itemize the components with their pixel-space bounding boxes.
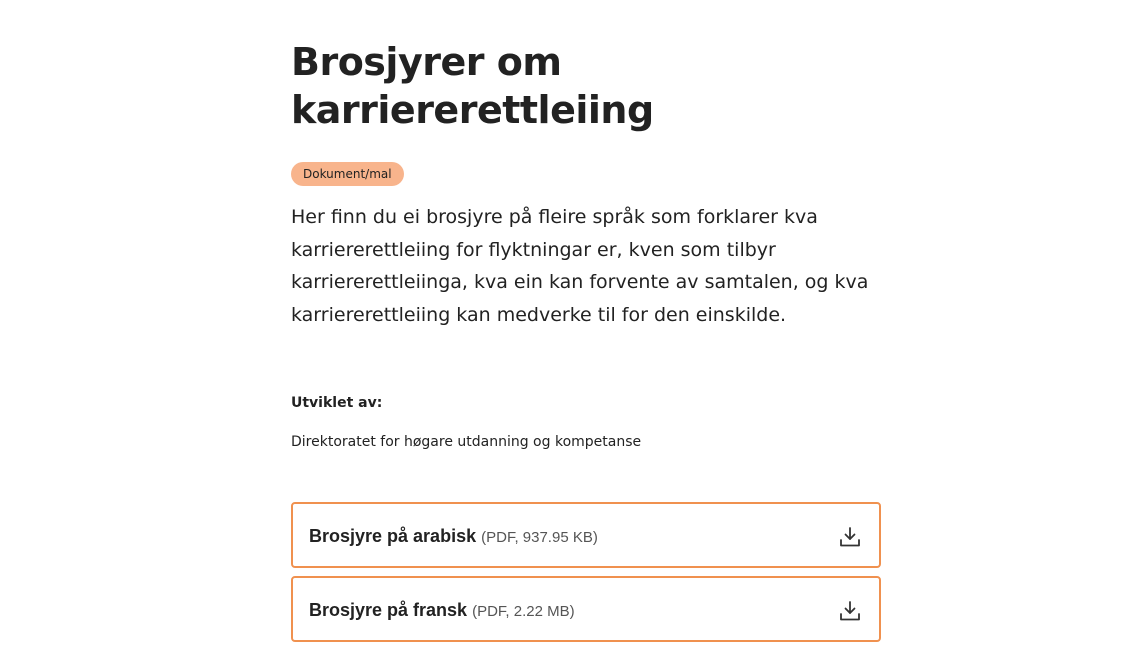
developer-value: Direktoratet for høgare utdanning og kompetanse bbox=[291, 434, 642, 450]
intro-text: Her finn du ei brosjyre på fleire språk som forklarer kva karriererettleiing for flyktningar er, kven som tilbyr karriererettleiinga, kva ein kan forvente av samtalen, og kva karriererettleiing kan medverke til for den einskilde. bbox=[291, 206, 869, 326]
download-icon[interactable] bbox=[839, 526, 861, 548]
page-title-line1: Brosjyrer om bbox=[291, 40, 562, 84]
download-file-meta: (PDF, 2.22 MB) bbox=[472, 603, 575, 620]
download-title bbox=[309, 599, 575, 623]
content-type-badge: Dokument/mal bbox=[291, 162, 404, 186]
download-list bbox=[291, 502, 881, 650]
page-title bbox=[291, 38, 881, 134]
download-icon[interactable] bbox=[839, 600, 861, 622]
developer-label: Utviklet av: bbox=[291, 395, 383, 411]
download-file-meta: (PDF, 937.95 KB) bbox=[481, 529, 598, 546]
download-title bbox=[309, 525, 598, 549]
download-item-french[interactable] bbox=[291, 576, 881, 642]
download-item-arabic[interactable] bbox=[291, 502, 881, 568]
download-name-text: Brosjyre på fransk bbox=[309, 600, 468, 620]
download-name-text: Brosjyre på arabisk bbox=[309, 526, 477, 546]
page-title-line2: karriererettleiing bbox=[291, 88, 654, 132]
